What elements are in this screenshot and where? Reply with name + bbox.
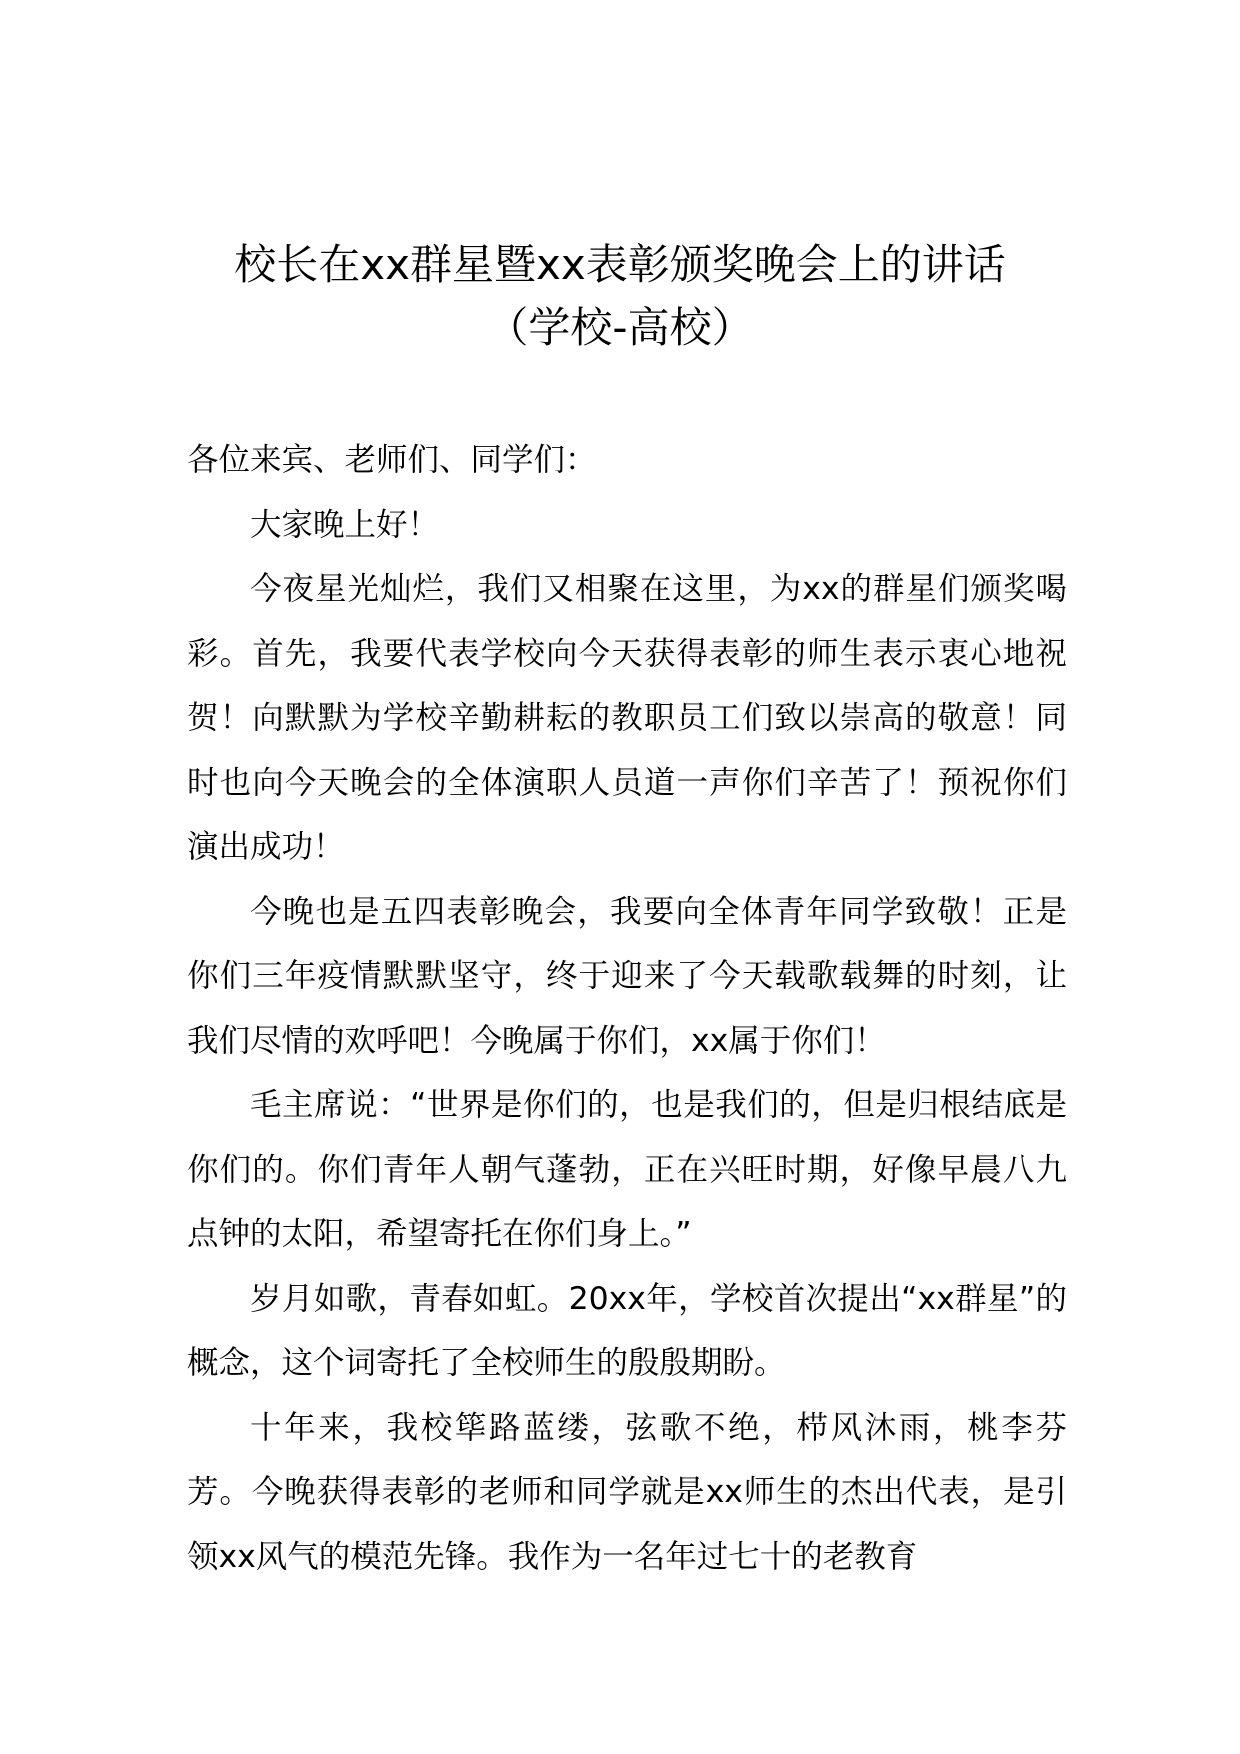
paragraph: 十年来，我校筚路蓝缕，弦歌不绝，栉风沐雨，桃李芬芳。今晚获得表彰的老师和同学就是xx师生的杰出代表，是引领xx风气的模范先锋。我作为一名年过七十的老教育	[187, 1409, 1067, 1575]
paragraph: 今晚也是五四表彰晚会，我要向全体青年同学致敬！正是你们三年疫情默默坚守，终于迎来了今天载歌载舞的时刻，让我们尽情的欢呼吧！今晚属于你们，xx属于你们！	[187, 893, 1067, 1059]
document-title: 校长在xx群星暨xx表彰颁奖晚会上的讲话	[234, 240, 1006, 289]
salutation: 各位来宾、老师们、同学们：	[187, 442, 597, 478]
paragraph-quote: 毛主席说：“世界是你们的，也是我们的，但是归根结底是你们的。你们青年人朝气蓬勃，正在兴旺时期，好像早晨八九点钟的太阳，希望寄托在你们身上。”	[187, 1087, 1067, 1252]
document-body	[187, 428, 1067, 1589]
document-subtitle: （学校-高校）	[486, 303, 754, 352]
paragraph-greeting: 大家晚上好！	[250, 506, 440, 543]
paragraph: 岁月如歌，青春如虹。20xx年，学校首次提出“xx群星”的概念，这个词寄托了全校师生的殷殷期盼。	[187, 1280, 1067, 1381]
paragraph: 今夜星光灿烂，我们又相聚在这里，为xx的群星们颁奖喝彩。首先，我要代表学校向今天获得表彰的师生表示衷心地祝贺！向默默为学校辛勤耕耘的教职员工们致以崇高的敬意！同时也向今天晚会的全体演职人员道一声你们辛苦了！预祝你们演出成功！	[187, 571, 1067, 865]
